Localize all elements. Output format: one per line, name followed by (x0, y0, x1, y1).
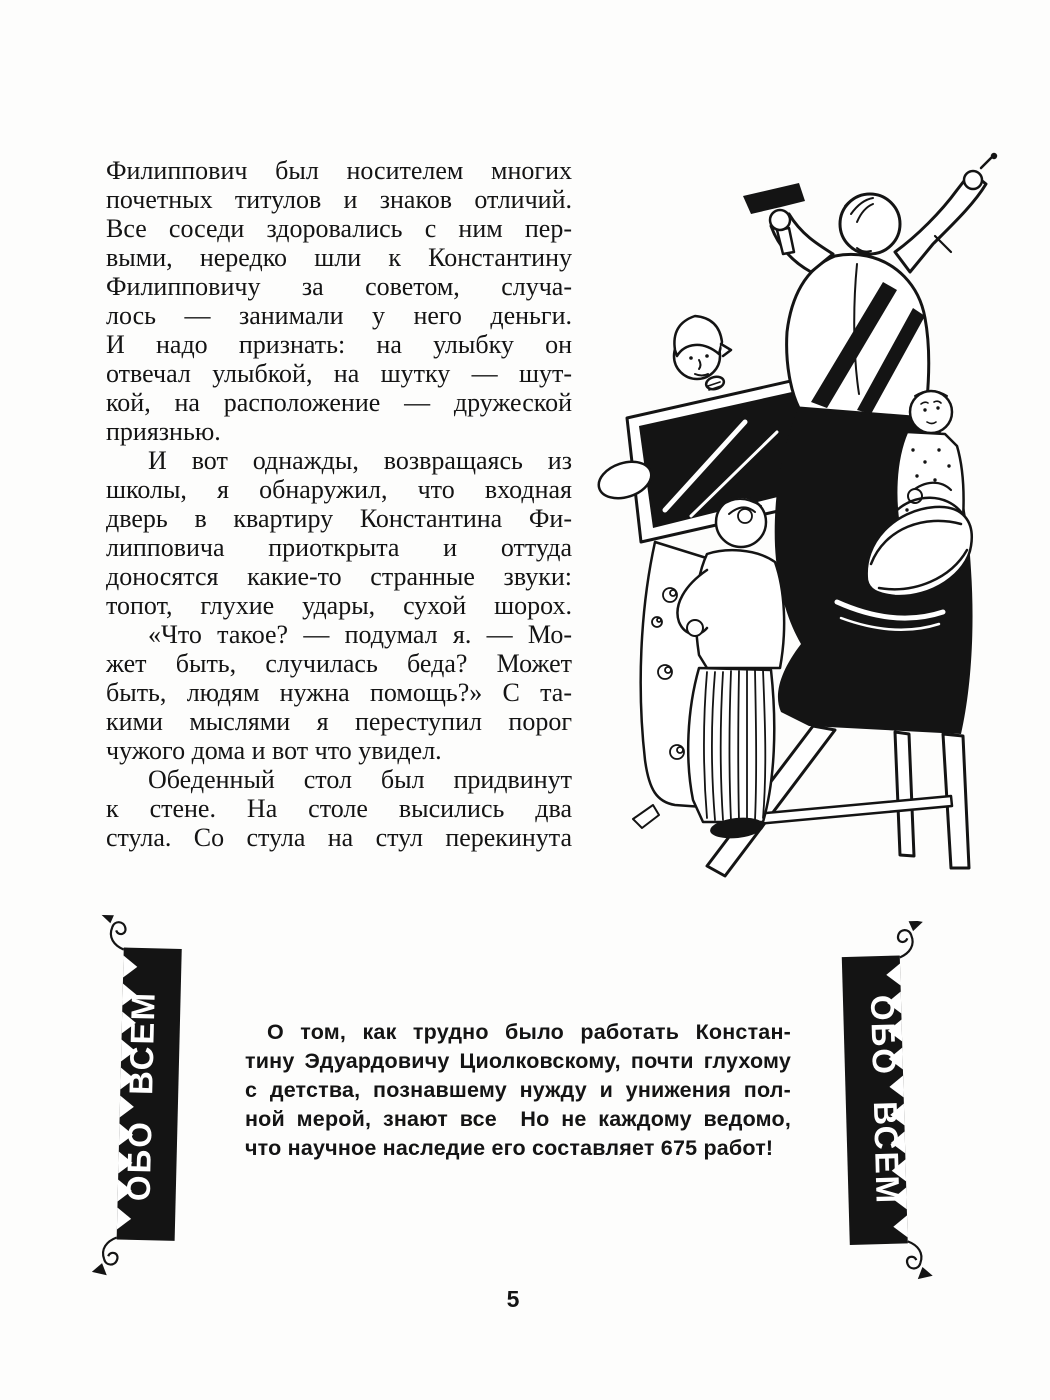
page-number: 5 (506, 1286, 520, 1312)
right-obo-vsem-banner (823, 921, 945, 1296)
right-banner-label: ОБО ВСЕМ (863, 994, 907, 1206)
body-line: доносятся какие-то странные звуки: (106, 562, 572, 591)
paragraph (106, 156, 572, 446)
paragraph (106, 446, 572, 620)
callout-line: ной мерой, знают все Но не каждому ведомо, (245, 1107, 791, 1131)
fleuron-ornament-bottom (92, 1237, 118, 1276)
body-line: И вот однажды, возвращаясь из (148, 446, 572, 475)
body-line: кой, на расположение — дружеской (106, 388, 572, 417)
body-line: Обеденный стол был придвинут (148, 765, 572, 794)
body-line: «Что такое? — подумал я. — Мо- (148, 620, 572, 649)
man-with-hammer (743, 153, 997, 418)
body-line: Филиппович был носителем многих (106, 156, 572, 185)
callout-line: О том, как трудно было работать Констан- (267, 1020, 791, 1044)
body-line: школы, я обнаружил, что входная (106, 475, 572, 504)
body-line: почетных титулов и знаков отличий. (106, 185, 572, 214)
body-line: быть, людям нужна помощь?» С та- (106, 678, 572, 707)
body-line: Филипповичу за советом, случа- (106, 272, 572, 301)
body-line: приязнью. (106, 417, 221, 446)
illustration-family-hanging-picture (595, 150, 1025, 885)
fleuron-ornament-bottom (906, 1241, 932, 1280)
body-line: выми, нередко шли к Константину (106, 243, 572, 272)
callout-text (245, 1018, 791, 1163)
callout-line: тину Эдуардовичу Циолковскому, почти глухому (245, 1049, 791, 1073)
paragraph (106, 765, 572, 852)
body-line: кими мыслями я переступил порог (106, 707, 572, 736)
left-banner-label: ОБО ВСЕМ (119, 990, 162, 1202)
paragraph (106, 620, 572, 765)
fleuron-ornament-top (897, 921, 923, 958)
left-obo-vsem-banner (79, 915, 200, 1290)
body-line: жет быть, случилась беда? Может (106, 649, 572, 678)
body-line: дверь в квартиру Константина Фи- (106, 504, 572, 533)
body-line: липповича приоткрыта и оттуда (106, 533, 572, 562)
body-text (106, 156, 572, 852)
callout-line: с детства, познавшему нужду и унижения пол- (245, 1078, 791, 1102)
callout-line: что научное наследие его составляет 675 работ! (245, 1136, 774, 1160)
body-line: стула. Со стула на стул перекинута (106, 823, 572, 852)
body-line: И надо признать: на улыбку он (106, 330, 572, 359)
body-line: топот, глухие удары, сухой шорох. (106, 591, 572, 620)
body-line: к стене. На столе высились два (106, 794, 572, 823)
body-line: чужого дома и вот что увидел. (106, 736, 442, 765)
body-line: отвечал улыбкой, на шутку — шут- (106, 359, 572, 388)
body-line: Все соседи здоровались с ним пер- (106, 214, 572, 243)
body-line: лось — занимали у него деньги. (106, 301, 572, 330)
fleuron-ornament-top (100, 915, 126, 950)
